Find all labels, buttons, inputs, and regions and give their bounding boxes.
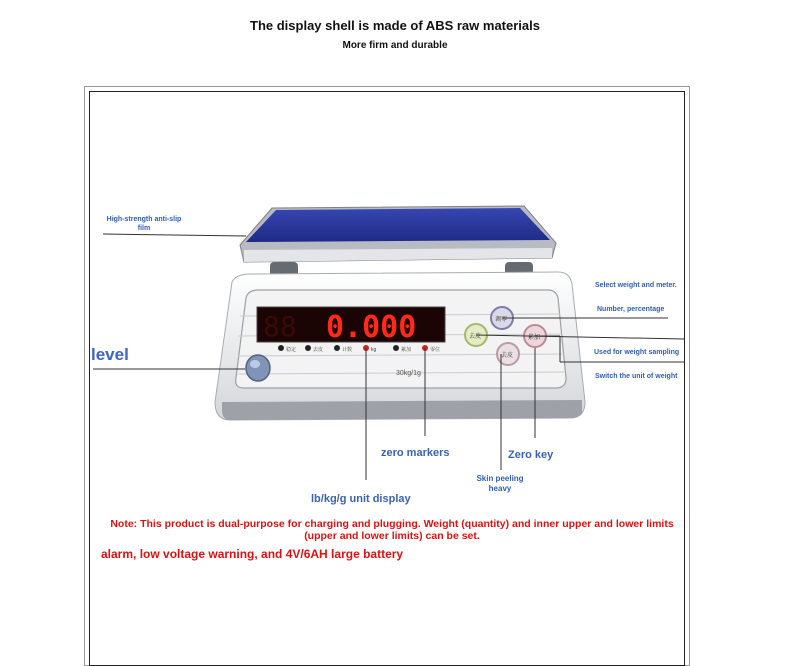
indicator-label: 稳定 [286, 347, 297, 353]
svg-text:去皮: 去皮 [469, 334, 482, 340]
callout-anti-slip: High-strength anti-slip film [106, 216, 182, 232]
callout-weight-sampling: Used for weight sampling [594, 349, 680, 356]
callout-select-weight: Select weight and meter. [595, 282, 677, 289]
page-subtitle: More firm and durable [342, 40, 448, 51]
product-note: Note: This product is dual-purpose for charging and plugging. Weight (quantity) and inner upper and lower limits (upper and lower limits) can be set. [110, 518, 674, 542]
svg-text:调零: 调零 [495, 317, 508, 323]
indicator-label: 去皮 [313, 347, 324, 353]
svg-text:去皮: 去皮 [501, 353, 514, 359]
indicator-label: 计数 [342, 347, 353, 353]
callout-zero-key: Zero key [508, 449, 554, 461]
callout-skin-peeling: Skin peeling heavy [476, 474, 524, 493]
callout-zero-markers: zero markers [381, 447, 450, 459]
indicator-label: kg [371, 347, 377, 353]
callout-switch-unit: Switch the unit of weight [595, 373, 678, 380]
indicator-label: 零位 [430, 347, 441, 353]
svg-text:累加: 累加 [528, 335, 541, 341]
battery-note: alarm, low voltage warning, and 4V/6AH large battery [101, 547, 404, 561]
callout-number-percentage: Number, percentage [597, 306, 665, 313]
callout-unit-display: lb/kg/g unit display [311, 493, 411, 505]
key-zero-button[interactable] [497, 343, 519, 365]
page-title: The display shell is made of ABS raw materials [250, 18, 540, 33]
callout-level: level [91, 345, 129, 364]
indicator-label: 累加 [401, 347, 412, 353]
svg-text:88: 88 [263, 310, 297, 343]
capacity-label: 30kg/1g [396, 370, 421, 377]
led-display [257, 307, 445, 345]
display-reading: 0.000 [326, 310, 417, 345]
weighing-pan [240, 206, 556, 262]
level-bubble-icon [246, 355, 270, 381]
